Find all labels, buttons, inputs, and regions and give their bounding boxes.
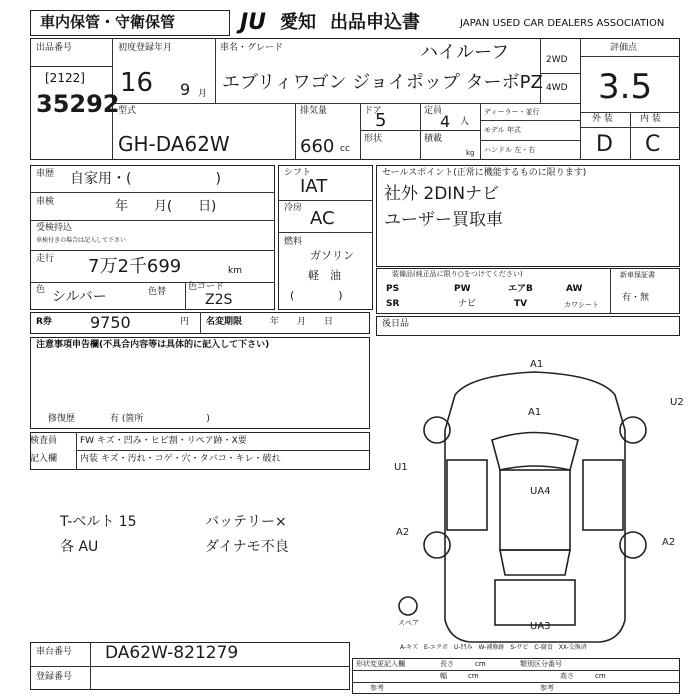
fuel-other: ( ) (290, 289, 343, 302)
remark-2-right: ダイナモ不良 (205, 539, 289, 555)
wheel-front-right (620, 417, 646, 443)
fuel-gas: ガソリン (310, 249, 354, 262)
color-value: シルバー (52, 289, 107, 305)
lot-label: 出品番号 (36, 43, 73, 53)
fuel-label: 燃料 (284, 237, 303, 247)
repair-label: 修復歴 (48, 414, 76, 424)
association-name: JAPAN USED CAR DEALERS ASSOCIATION (460, 18, 665, 29)
rating-label: 評価点 (610, 43, 638, 53)
doors-label: ドア (364, 106, 382, 116)
recycle-label: 新車保証書 (620, 271, 655, 279)
vehicle-model-name: ハイルーフ (420, 42, 510, 63)
windshield-outline (492, 433, 578, 471)
vehicle-grade: エブリィワゴン ジョイポップ ターボPZ (222, 72, 543, 93)
r-ticket-label: R券 (36, 317, 52, 327)
equip-ps: PS (386, 284, 400, 294)
mileage-value: 7万2千699 (88, 256, 182, 277)
load-label: 積載 (424, 134, 443, 144)
diagram-mark-8: UA3 (530, 621, 551, 632)
rating-exterior-value: D (596, 132, 613, 157)
diagram-mark-2: U2 (670, 397, 684, 408)
chassis-label: 車台番号 (36, 647, 73, 657)
vehicle-name-label: 車名・グレード (220, 43, 284, 53)
damage-legend: A-キズ E-エクボ U-凹み W-補修跡 S-サビ C-腐食 XX-交換済 (400, 644, 587, 651)
color-code-value: Z2S (205, 292, 233, 308)
remodel-shape-row: 長さ cm (440, 660, 486, 668)
fw-row: FW キズ・凹み・ヒビ割・リペア跡・X要 (80, 436, 247, 446)
diagram-mark-4: U1 (394, 462, 408, 473)
shape-label: 形状 (364, 134, 383, 144)
shift-value: IAT (300, 176, 328, 197)
remodel-ref-2: 参考 (540, 684, 554, 692)
lot-number: 35292 (36, 90, 120, 118)
history-label: 車歴 (36, 169, 55, 179)
diagram-mark-3: A1 (528, 407, 542, 418)
dealer-import-label: ディーラー・並行 (484, 108, 540, 116)
mileage-label: 走行 (36, 254, 55, 264)
first-registration-year: 16 (120, 68, 154, 98)
selling-points-label: セールスポイント(正常に機能するものに限ります) (382, 168, 587, 178)
type-value: GH-DA62W (118, 132, 230, 156)
shift-label: シフト (284, 168, 312, 178)
capacity-value: 4 (440, 112, 451, 131)
recycle-value: 有・無 (622, 293, 650, 303)
name-change-label: 名変期限 (206, 317, 243, 327)
drive-2wd: 2WD (546, 55, 568, 65)
displacement-value: 660 (300, 136, 335, 157)
top-left-label: 車内保管・守衛保管 (40, 13, 176, 31)
capacity-unit: 人 (460, 117, 470, 127)
r-ticket-value: 9750 (90, 313, 131, 332)
rear-window-outline (500, 550, 570, 575)
consign-note: 車検付きの場合は記入して下さい (36, 237, 127, 244)
wheel-rear-left (424, 532, 450, 558)
fuel-diesel: 軽 油 (308, 269, 341, 282)
door-left (447, 460, 487, 530)
remark-1-right: バッテリー× (205, 514, 287, 530)
registration-label: 登録番号 (36, 672, 73, 682)
r-ticket-unit: 円 (180, 317, 190, 327)
interior-row: 内装 キズ・汚れ・コゲ・穴・タバコ・キレ・破れ (80, 454, 281, 464)
equip-aw: AW (566, 284, 583, 294)
org-name: 愛知 (280, 12, 316, 33)
equip-airbag: エアB (508, 284, 533, 294)
color-label: 色 (36, 285, 46, 295)
entry-label: 記入欄 (30, 454, 58, 464)
tailgate-outline (495, 580, 575, 625)
inspector-label: 検査員 (30, 436, 58, 446)
load-unit: kg (466, 149, 475, 157)
diagram-mark-7: A2 (662, 537, 676, 548)
spare-tire (399, 597, 417, 615)
equip-pw: PW (454, 284, 471, 294)
form-title: 出品申込書 (330, 12, 420, 33)
repair-value: 有 (箇所 ) (110, 414, 210, 424)
model-year-label: モデル 年式 (484, 126, 521, 134)
later-fit-label: 後日品 (382, 319, 410, 329)
wheel-front-left (424, 417, 450, 443)
drive-4wd: 4WD (546, 83, 568, 93)
first-registration-month-unit: 月 (198, 89, 208, 99)
displacement-unit: cc (340, 144, 350, 154)
name-change-units: 年 月 日 (270, 317, 334, 327)
equip-navi: ナビ (458, 299, 477, 309)
equip-kawa-seat: カワシート (564, 301, 599, 309)
lot-sub-number: [2122] (45, 71, 85, 85)
roof-outline (500, 470, 570, 550)
logo: JU (240, 10, 267, 35)
remodel-height-row: 高さ cm (560, 672, 606, 680)
capacity-label: 定員 (424, 106, 443, 116)
ac-value: AC (310, 208, 335, 229)
remodel-seat-row: 幅 cm (440, 672, 479, 680)
spare-label: スペア (398, 619, 419, 627)
wheel-rear-right (620, 532, 646, 558)
remodel-seat-label: 類別区分番号 (520, 660, 562, 668)
diagram-mark-5: UA4 (530, 486, 551, 497)
rating-exterior-label: 外 装 (592, 114, 613, 124)
door-right (583, 460, 623, 530)
displacement-label: 排気量 (300, 106, 328, 116)
inspection-label: 車検 (36, 197, 55, 207)
first-registration-month: 9 (180, 80, 191, 99)
handle-label: ハンドル 左・右 (484, 146, 536, 154)
color-code-label: 色コード (188, 282, 225, 292)
diagram-mark-1: A1 (530, 359, 544, 370)
color-change-label: 色替 (148, 287, 167, 297)
history-usage: 自家用・( ) (70, 171, 221, 187)
mileage-unit: km (228, 266, 242, 276)
remodel-shape-label: 形状変更記入欄 (356, 660, 405, 668)
ac-label: 冷房 (284, 203, 303, 213)
chassis-value: DA62W-821279 (105, 643, 239, 663)
equip-sr: SR (386, 299, 400, 309)
doors-value: 5 (375, 110, 387, 131)
inspection-text: 年 月( 日) (115, 199, 217, 214)
remodel-ref-1: 参考 (370, 684, 384, 692)
diagram-mark-6: A2 (396, 527, 410, 538)
remark-1-left: T-ベルト 15 (60, 514, 137, 530)
selling-point-1: 社外 2DINナビ (384, 184, 500, 204)
type-label: 型式 (118, 106, 137, 116)
rating-interior-value: C (645, 132, 661, 157)
rating-score: 3.5 (598, 67, 653, 107)
equipment-label: 装備品(純正品に限り○をつけてください) (392, 270, 523, 278)
consign-label: 受検持込 (36, 223, 73, 233)
equip-tv: TV (514, 299, 528, 309)
notes-label: 注意事項申告欄(不具合内容等は具体的に記入して下さい) (36, 340, 270, 350)
selling-point-2: ユーザー買取車 (384, 210, 503, 230)
remark-2-left: 各 AU (60, 539, 99, 555)
first-registration-label: 初度登録年月 (118, 43, 173, 53)
rating-interior-label: 内 装 (640, 114, 661, 124)
